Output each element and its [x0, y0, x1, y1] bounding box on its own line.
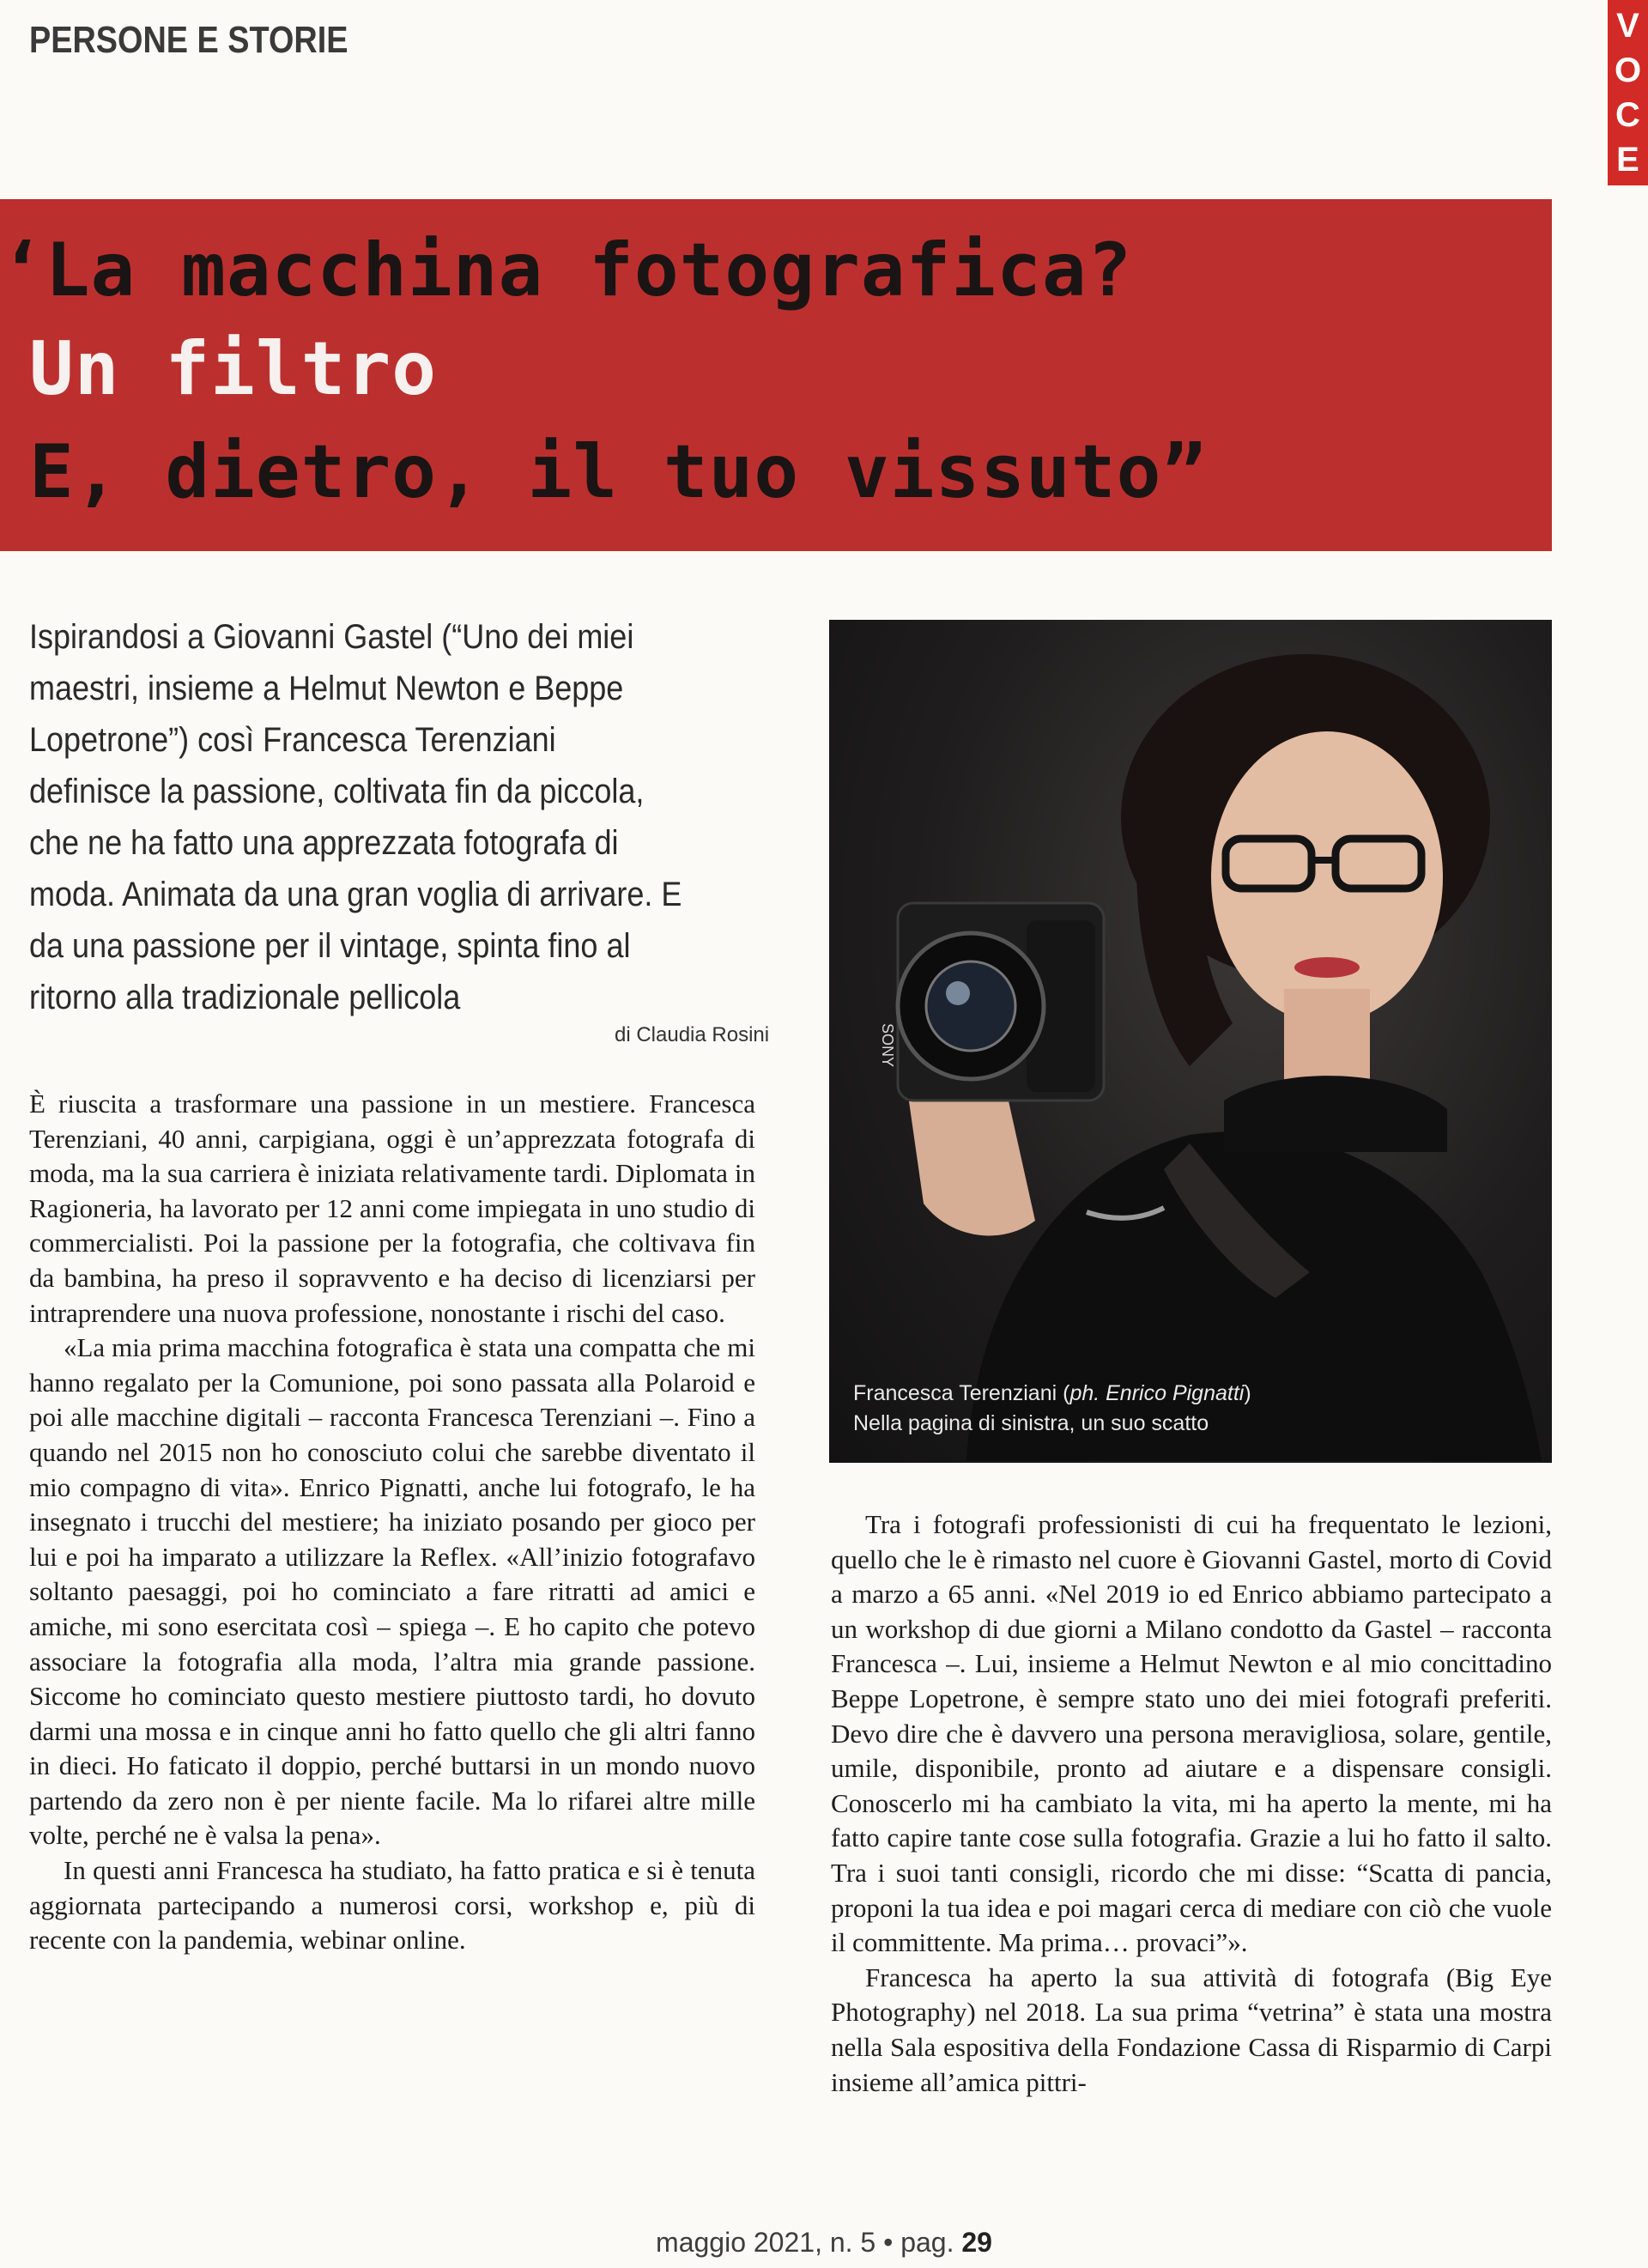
- lips: [1294, 957, 1360, 978]
- caption-text: Francesca Terenziani (: [853, 1381, 1070, 1405]
- paragraph: In questi anni Francesca ha studiato, ha fatto pratica e si è tenuta aggiornata partecipando a numerosi corsi, workshop e, più di recente con la pandemia, webinar online.: [29, 1855, 755, 1956]
- paragraph: Francesca ha aperto la sua attività di fotografa (Big Eye Photography) nel 2018. La sua prima “vetrina” è stata una mostra nella Sala espositiva della Fondazione Cassa di Risparmio di Carpi insieme all’amica pittri-: [831, 1962, 1552, 2097]
- caption-credit: ph. Enrico Pignatti: [1069, 1381, 1245, 1405]
- brand-letter: O: [1614, 52, 1642, 89]
- standfirst: Ispirandosi a Giovanni Gastel (“Uno dei miei maestri, insieme a Helmut Newton e Beppe Lopetrone”) così Francesca Terenziani definisce la passione, coltivata fin da piccola, che ne ha fatto una apprezzata fotografa di moda. Animata da una gran voglia di arrivare. E da una passione per il vintage, spinta fino al ritorno alla tradizionale pellicola: [29, 618, 682, 1016]
- brand-letter: V: [1616, 7, 1639, 45]
- brand-letter: C: [1615, 96, 1640, 134]
- face: [1211, 731, 1443, 1023]
- camera-brand-label: SONY: [879, 1023, 896, 1068]
- brand-letter: E: [1616, 141, 1639, 179]
- headline-line-3: E, dietro, il tuo vissuto”: [29, 429, 1208, 515]
- caption-line-2: Nella pagina di sinistra, un suo scatto: [853, 1411, 1209, 1435]
- paragraph: Tra i fotografi professionisti di cui ha frequentato le lezioni, quello che le è rimasto nel cuore è Giovanni Gastel, morto di Covid a marzo a 65 anni. «Nel 2019 io ed Enrico abbiamo partecipato a un workshop di due giorni a Milano condotto da Gastel – racconta Francesca –. Lui, insieme a Helmut Newton e al mio concittadino Beppe Lopetrone, è sempre stato uno dei miei fotografi preferiti. Devo dire che è davvero una persona meravigliosa, solare, gentile, umile, disponibile, pronto ad aiutare e a dispensare consigli. Conoscerlo mi ha cambiato la vita, mi ha aperto la mente, mi ha fatto capire tante cose sulla fotografia. Grazie a lui ho fatto il salto. Tra i suoi tanti consigli, ricordo che mi disse: “Scatta di pancia, proponi la tua idea e poi magari cerca di mediare con ciò che vuole il committente. Ma prima… provaci”».: [831, 1509, 1552, 1958]
- article-column-left: [29, 1087, 755, 1958]
- camera-lens-glare: [946, 981, 970, 1005]
- caption-text: ): [1244, 1381, 1251, 1405]
- headline-line-2: Un filtro: [29, 326, 437, 412]
- caption-line-1: [853, 1379, 1251, 1409]
- headline-line-1: ‘La macchina fotografica?: [0, 227, 1133, 313]
- portrait-illustration: [829, 620, 1552, 1463]
- portrait-photo: [829, 620, 1552, 1463]
- camera-lens-inner: [926, 961, 1015, 1051]
- page-footer: [0, 2227, 1648, 2259]
- page-number: 29: [961, 2227, 992, 2258]
- photo-caption: [853, 1379, 1251, 1439]
- paragraph: «La mia prima macchina fotografica è stata una compatta che mi hanno regalato per la Comunione, poi sono passata alla Polaroid e poi alle macchine digitali – racconta Francesca Terenziani –. Fino a quando nel 2015 non ho conosciuto colui che sarebbe diventato il mio compagno di vita». Enrico Pignatti, anche lui fotografo, le ha insegnato i trucchi del mestiere; ha iniziato posando per gioco per lui e poi ha imparato a utilizzare la Reflex. «All’inizio fotografavo soltanto paesaggi, poi ho cominciato a fare ritratti ad amici e amiche, mi sono esercitata così – spiega –. E ho capito che potevo associare la fotografia alla moda, l’altra mia grande passione. Siccome ho cominciato questo mestiere piuttosto tardi, ho dovuto darmi una mossa e in cinque anni ho fatto quello che gli altri fanno in dieci. Ho faticato il doppio, perché buttarsi in un mondo nuovo partendo da zero non è per niente facile. Ma lo rifarei altre mille volte, perché ne è valsa la pena».: [29, 1332, 755, 1851]
- collar: [1224, 1076, 1447, 1152]
- paragraph: È riuscita a trasformare una passione in un mestiere. Francesca Terenziani, 40 anni, carpigiana, oggi è un’apprezzata fotografa di moda, ma la sua carriera è iniziata relativamente tardi. Diplomata in Ragioneria, ha lavorato per 12 anni come impiegata in uno studio di commercialisti. Poi la passione per la fotografia, che coltivava fin da bambina, ha preso il sopravvento e ha deciso di licenziarsi per intraprendere una nuova professione, nonostante i rischi del caso.: [29, 1089, 755, 1328]
- magazine-brand-tab: [1608, 0, 1648, 185]
- article-column-right: [831, 1507, 1552, 2100]
- issue-info: maggio 2021, n. 5 • pag.: [656, 2227, 962, 2258]
- section-label: PERSONE E STORIE: [29, 19, 348, 61]
- byline: di Claudia Rosini: [615, 1023, 770, 1046]
